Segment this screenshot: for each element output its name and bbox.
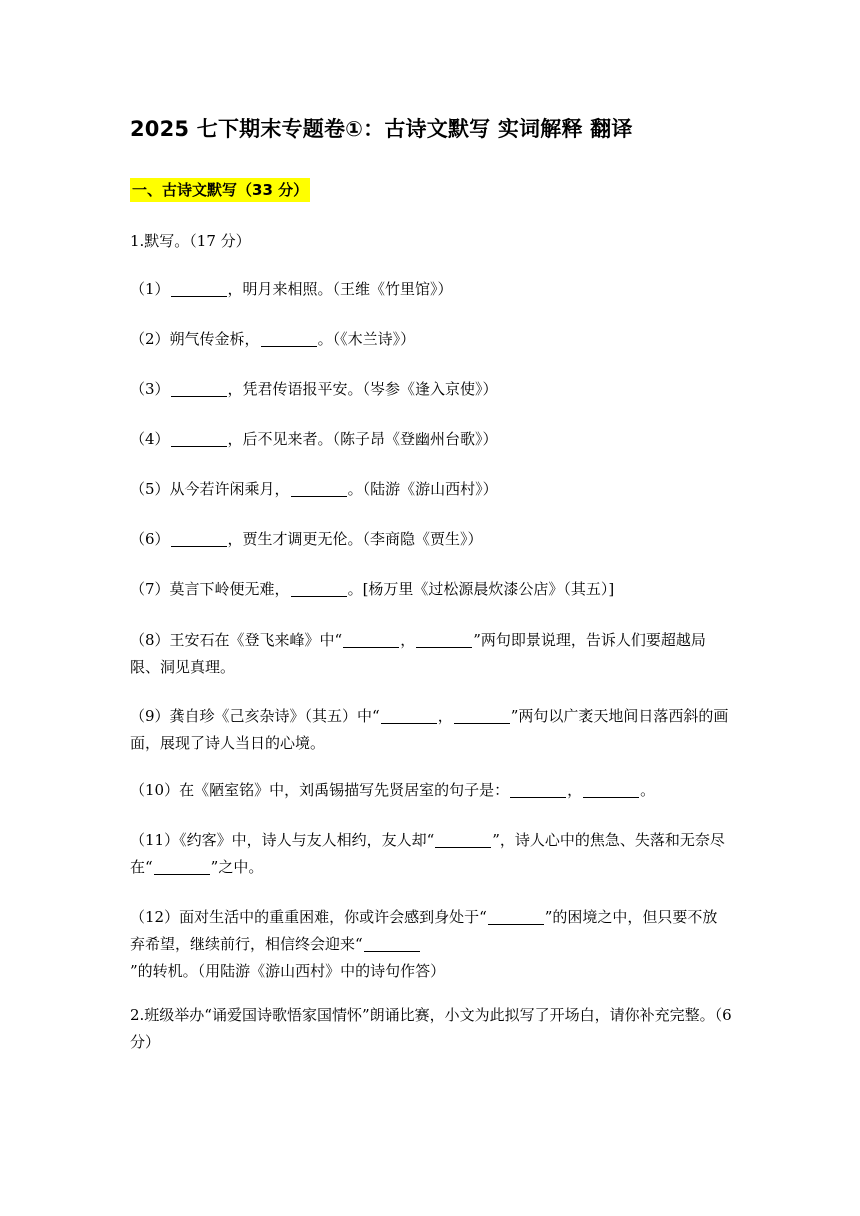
answer-blank[interactable] xyxy=(171,280,227,297)
item-number: （4） xyxy=(130,430,170,448)
answer-blank[interactable] xyxy=(454,707,510,724)
answer-blank[interactable] xyxy=(171,530,227,547)
item-text-before: 面对生活中的重重困难，你或许会感到身处于“ xyxy=(179,908,487,926)
question-1-item-10 xyxy=(130,777,732,803)
question-1-item-2 xyxy=(130,326,732,352)
answer-blank[interactable] xyxy=(488,908,544,925)
question-2-prompt: 2.班级举办“诵爱国诗歌悟家国情怀”朗诵比赛，小文为此拟写了开场白，请你补充完整。（6 分） xyxy=(130,1006,732,1051)
item-text-before: 从今若许闲乘月， xyxy=(169,480,290,498)
question-1-prompt: 1.默写。（17 分） xyxy=(130,232,251,250)
question-1-item-8 xyxy=(130,627,732,681)
item-text-after: 。（《木兰诗》） xyxy=(317,330,416,348)
question-1-item-6 xyxy=(130,526,732,552)
question-1-item-12 xyxy=(130,904,732,985)
answer-blank[interactable] xyxy=(261,330,317,347)
item-number: （11） xyxy=(130,831,180,849)
item-number: （8） xyxy=(130,631,170,649)
item-text-after: ”的转机。（用陆游《游山西村》中的诗句作答） xyxy=(130,962,446,980)
item-text-before: 在《陋室铭》中，刘禹锡描写先贤居室的句子是： xyxy=(179,781,510,799)
answer-blank[interactable] xyxy=(171,380,227,397)
item-text-before: 龚自珍《己亥杂诗》（其五）中“ xyxy=(169,707,380,725)
item-text-after: 。（陆游《游山西村》） xyxy=(347,480,498,498)
item-text-before: 《约客》中，诗人与友人相约，友人却“ xyxy=(179,831,435,849)
question-1-item-1 xyxy=(130,276,732,302)
question-1-item-7 xyxy=(130,576,732,602)
item-text-after: ，凭君传语报平安。（岑参《逢入京使》） xyxy=(227,380,498,398)
item-text-before: 朔气传金柝， xyxy=(169,330,260,348)
item-text-after: ”两句即景说理，告诉人们要超越局限、洞见真理。 xyxy=(130,631,706,676)
item-number: （6） xyxy=(130,530,170,548)
answer-blank[interactable] xyxy=(381,707,437,724)
section-heading-text: 一、古诗文默写（33 分） xyxy=(132,181,309,199)
answer-blank[interactable] xyxy=(364,935,420,952)
question-1-item-11 xyxy=(130,827,732,881)
item-number: （2） xyxy=(130,330,170,348)
question-1-item-5 xyxy=(130,476,732,502)
item-text-after: ，明月来相照。（王维《竹里馆》） xyxy=(227,280,453,298)
answer-blank[interactable] xyxy=(435,831,491,848)
item-text-middle: ， xyxy=(567,781,583,799)
item-text-middle: ， xyxy=(437,707,453,725)
question-1-item-4 xyxy=(130,426,732,452)
item-text-before: 莫言下岭便无难， xyxy=(169,580,290,598)
item-number: （12） xyxy=(130,908,180,926)
item-number: （9） xyxy=(130,707,170,725)
answer-blank[interactable] xyxy=(583,781,639,798)
question-1-item-9 xyxy=(130,703,732,757)
answer-blank[interactable] xyxy=(154,858,210,875)
item-text-after: 。[杨万里《过松源晨炊漆公店》（其五）] xyxy=(347,580,615,598)
item-number: （3） xyxy=(130,380,170,398)
item-text-after: ”之中。 xyxy=(210,858,264,876)
item-number: （1） xyxy=(130,280,170,298)
answer-blank[interactable] xyxy=(291,480,347,497)
item-text-middle: ， xyxy=(400,631,416,649)
item-number: （5） xyxy=(130,480,170,498)
item-text-middle: ”的困境之中，但只要不放弃希望，继续前行，相信终会迎来“ xyxy=(130,908,718,953)
document-title: 2025 七下期末专题卷①：古诗文默写 实词解释 翻译 xyxy=(130,117,633,141)
answer-blank[interactable] xyxy=(416,631,472,648)
item-text-after: ，后不见来者。（陈子昂《登幽州台歌》） xyxy=(227,430,498,448)
item-number: （10） xyxy=(130,781,180,799)
item-text-after: 。 xyxy=(640,781,656,799)
item-text-before: 王安石在《登飞来峰》中“ xyxy=(169,631,343,649)
answer-blank[interactable] xyxy=(343,631,399,648)
item-number: （7） xyxy=(130,580,170,598)
question-1-item-3 xyxy=(130,376,732,402)
section-heading-poetry xyxy=(130,178,310,202)
answer-blank[interactable] xyxy=(291,580,347,597)
answer-blank[interactable] xyxy=(510,781,566,798)
answer-blank[interactable] xyxy=(171,430,227,447)
item-text-middle: ”，诗人心中的焦急、失落和无奈尽在“ xyxy=(130,831,725,876)
item-text-after: ，贾生才调更无伦。（李商隐《贾生》） xyxy=(227,530,483,548)
item-text-after: ”两句以广袤天地间日落西斜的画面，展现了诗人当日的心境。 xyxy=(130,707,729,752)
